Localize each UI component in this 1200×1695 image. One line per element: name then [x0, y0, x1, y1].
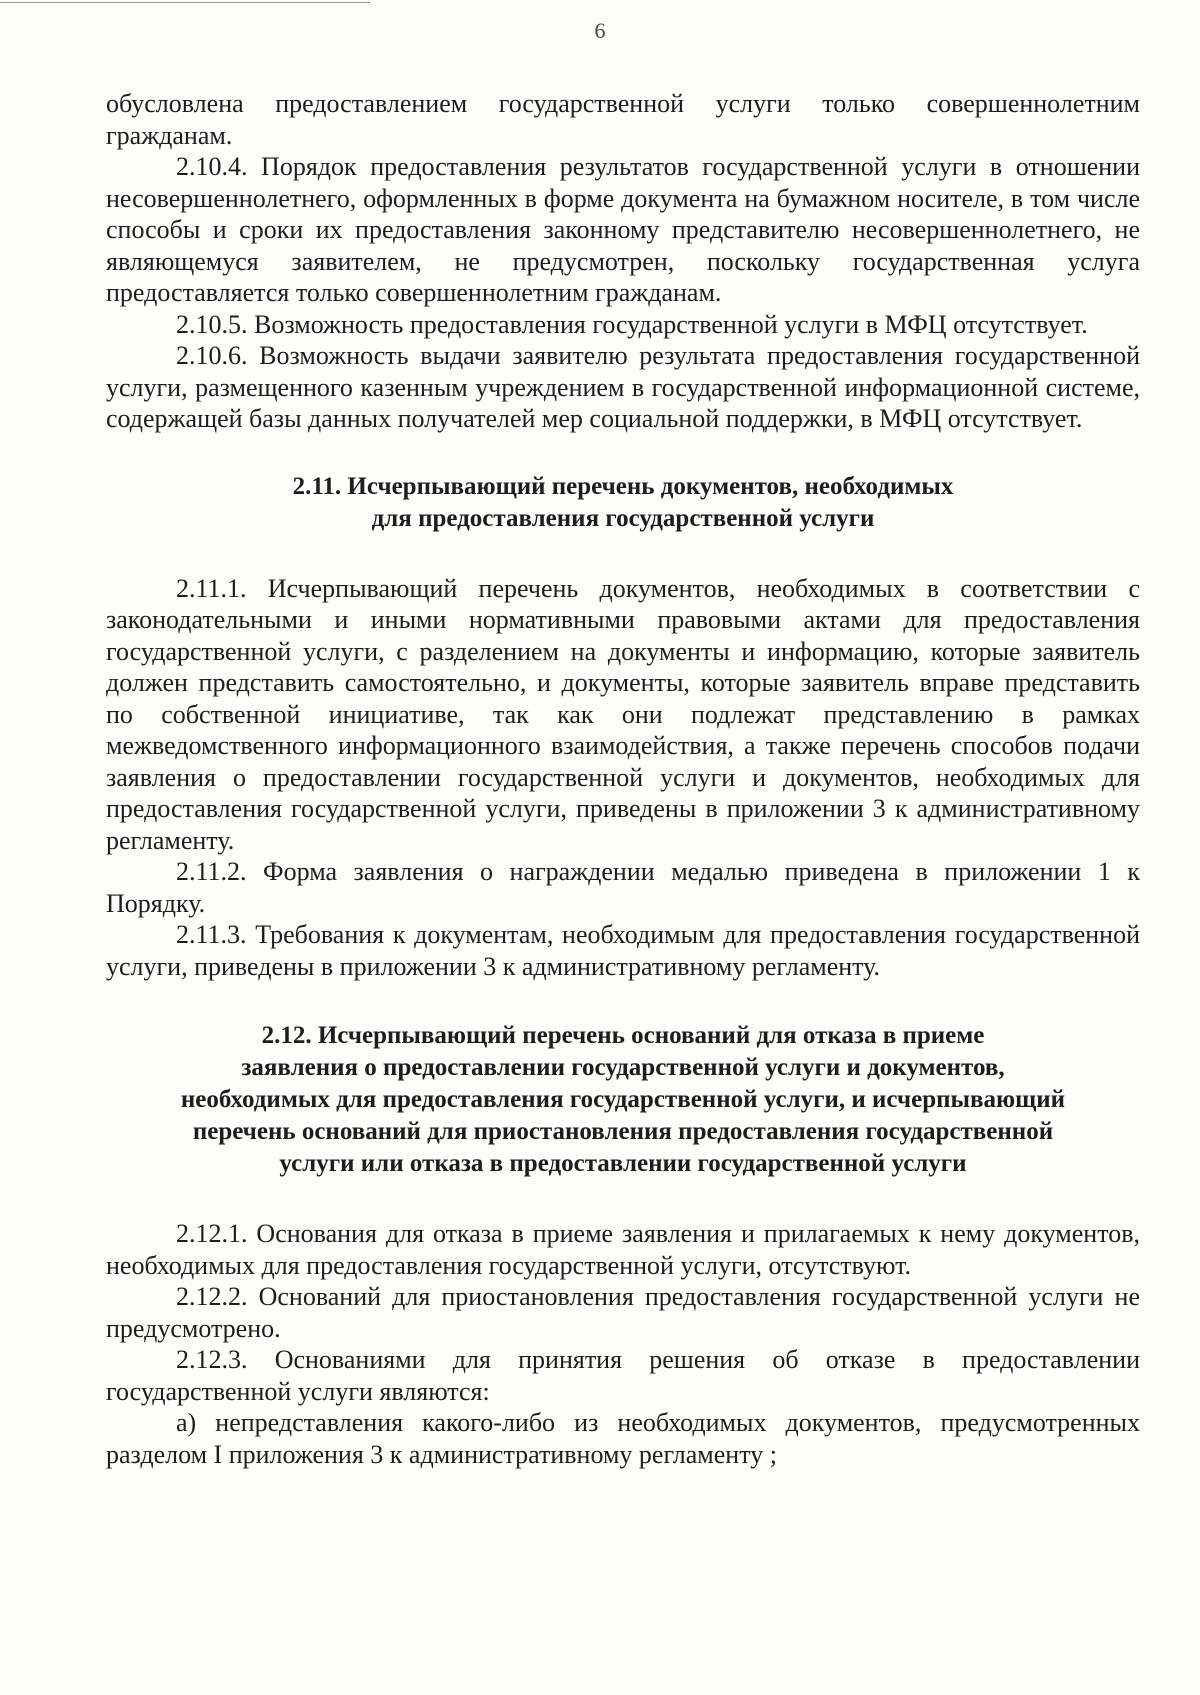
document-body	[106, 88, 1140, 1470]
heading-line: для предоставления государственной услуги	[371, 504, 875, 532]
heading-line: заявления о предоставлении государственной услуги и документов,	[241, 1054, 1005, 1081]
heading-line: 2.12. Исчерпывающий перечень оснований для отказа в приеме	[261, 1022, 985, 1049]
paragraph-2-10-5: 2.10.5. Возможность предоставления государственной услуги в МФЦ отсутствует.	[176, 309, 1088, 339]
heading-line: необходимых для предоставления государственной услуги, и исчерпывающий	[180, 1086, 1066, 1113]
paragraph-2-10-4: 2.10.4. Порядок предоставления результатов государственной услуги в отношении несовершеннолетнего, оформленных в форме документа на бумажном носителе, в том числе способы и сроки их предоставления законному представителю несовершеннолетнего, не являющемуся заявителем, не предусмотрен, поскольку государственная услуга предоставляется только совершеннолетним гражданам.	[106, 152, 1140, 307]
paragraph-2-12-1: 2.12.1. Основания для отказа в приеме заявления и прилагаемых к нему документов, необходимых для предоставления государственной услуги, отсутствуют.	[106, 1219, 1140, 1280]
paragraph-2-11-2: 2.11.2. Форма заявления о награждении медалью приведена в приложении 1 к Порядку.	[106, 857, 1140, 918]
paragraph-continuation: обусловлена предоставлением государственной услуги только совершеннолетним гражданам.	[106, 89, 1140, 150]
heading-line: услуги или отказа в предоставлении государственной услуги	[279, 1150, 967, 1177]
heading-line: перечень оснований для приостановления предоставления государственной	[192, 1118, 1054, 1145]
paragraph-2-12-3: 2.12.3. Основаниями для принятия решения об отказе в предоставлении государственной услуги являются:	[106, 1345, 1140, 1406]
paragraph-2-10-6: 2.10.6. Возможность выдачи заявителю результата предоставления государственной услуги, размещенного казенным учреждением в государственной информационной системе, содержащей базы данных получателей мер социальной поддержки, в МФЦ отсутствует.	[106, 341, 1140, 433]
scan-edge-line	[0, 2, 370, 3]
section-heading-2-12	[106, 1020, 1140, 1180]
page-number: 6	[594, 18, 606, 43]
list-item-a: а) непредставления какого-либо из необходимых документов, предусмотренных разделом I приложения 3 к административному регламенту ;	[106, 1408, 1140, 1469]
section-heading-2-11	[106, 471, 1140, 535]
paragraph-2-11-3: 2.11.3. Требования к документам, необходимым для предоставления государственной услуги, приведены в приложении 3 к административному регламенту.	[106, 920, 1140, 981]
paragraph-2-11-1: 2.11.1. Исчерпывающий перечень документов, необходимых в соответствии с законодательными и иными нормативными правовыми актами для предоставления государственной услуги, с разделением на документы и информацию, которые заявитель должен представить самостоятельно, и документы, которые заявитель вправе представить по собственной инициативе, так как они подлежат представлению в рамках межведомственного информационного взаимодействия, а также перечень способов подачи заявления о предоставлении государственной услуги и документов, необходимых для предоставления государственной услуги, приведены в приложении 3 к административному регламенту.	[106, 573, 1140, 855]
heading-line: 2.11. Исчерпывающий перечень документов, необходимых	[292, 472, 954, 500]
paragraph-2-12-2: 2.12.2. Оснований для приостановления предоставления государственной услуги не предусмотрено.	[106, 1282, 1140, 1343]
